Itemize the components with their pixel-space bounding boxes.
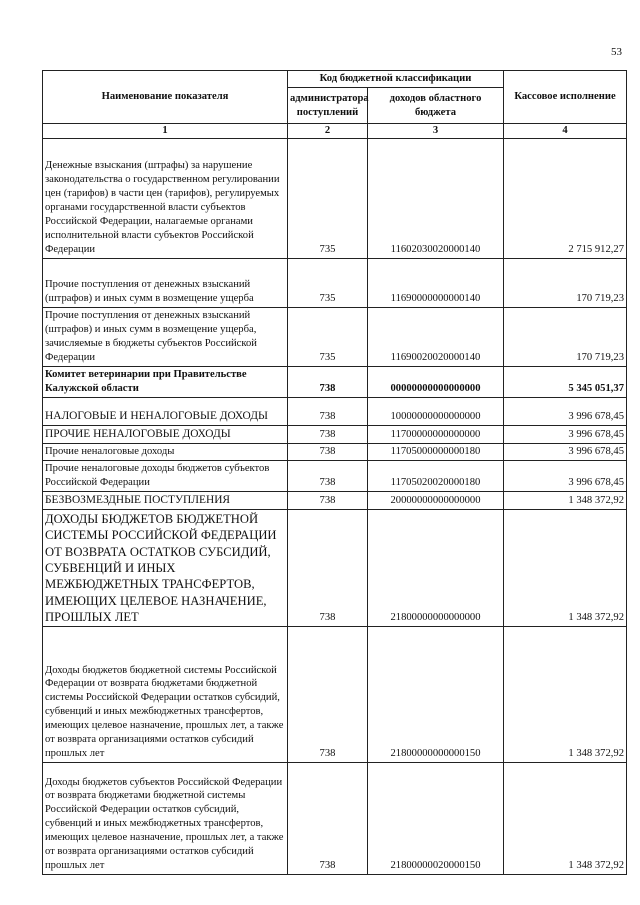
table-row [43, 258, 627, 307]
header-indicator-name: Наименование показателя [43, 71, 288, 124]
table-row [43, 763, 627, 875]
table-row [43, 509, 627, 627]
row-income-code: 11705000000000180 [368, 443, 504, 460]
row-name: БЕЗВОЗМЕЗДНЫЕ ПОСТУПЛЕНИЯ [43, 491, 288, 509]
table-row [43, 366, 627, 397]
row-amount: 170 719,23 [504, 307, 627, 366]
row-name: Прочие неналоговые доходы [43, 443, 288, 460]
row-admin-code: 738 [288, 366, 368, 397]
row-name: Прочие поступления от денежных взысканий (штрафов) и иных сумм в возмещение ущерба, зачисляемые в бюджеты субъектов Российской Федерации [43, 307, 288, 366]
table-row [43, 307, 627, 366]
row-admin-code: 735 [288, 307, 368, 366]
row-income-code: 21800000020000150 [368, 763, 504, 875]
column-number: 2 [288, 124, 368, 139]
row-amount: 1 348 372,92 [504, 627, 627, 763]
row-admin-code: 738 [288, 397, 368, 425]
row-admin-code: 738 [288, 509, 368, 627]
row-name: Прочие неналоговые доходы бюджетов субъектов Российской Федерации [43, 460, 288, 491]
table-row [43, 460, 627, 491]
row-amount: 3 996 678,45 [504, 443, 627, 460]
row-admin-code: 735 [288, 138, 368, 258]
row-income-code: 00000000000000000 [368, 366, 504, 397]
row-name: ПРОЧИЕ НЕНАЛОГОВЫЕ ДОХОДЫ [43, 425, 288, 443]
row-amount: 1 348 372,92 [504, 491, 627, 509]
row-admin-code: 738 [288, 460, 368, 491]
row-income-code: 11690020020000140 [368, 307, 504, 366]
row-name: Доходы бюджетов субъектов Российской Федерации от возврата бюджетами бюджетной системы Российской Федерации остатков субсидий, субвенций и иных межбюджетных трансфертов, имеющих целевое назначение, прошлых лет, а также от возврата организациями остатков субсидий прошлых лет [43, 763, 288, 875]
row-income-code: 10000000000000000 [368, 397, 504, 425]
row-name: Комитет ветеринарии при Правительстве Калужской области [43, 366, 288, 397]
row-admin-code: 738 [288, 627, 368, 763]
row-name: НАЛОГОВЫЕ И НЕНАЛОГОВЫЕ ДОХОДЫ [43, 397, 288, 425]
row-income-code: 11700000000000000 [368, 425, 504, 443]
table-row [43, 138, 627, 258]
row-amount: 5 345 051,37 [504, 366, 627, 397]
row-amount: 1 348 372,92 [504, 763, 627, 875]
row-admin-code: 738 [288, 443, 368, 460]
row-income-code: 11602030020000140 [368, 138, 504, 258]
row-amount: 3 996 678,45 [504, 425, 627, 443]
row-income-code: 11690000000000140 [368, 258, 504, 307]
row-name: Доходы бюджетов бюджетной системы Российской Федерации от возврата бюджетами бюджетной системы Российской Федерации остатков субсидий, субвенций и иных межбюджетных трансфертов, имеющих целевое назначение, прошлых лет, а также от возврата организациями остатков субсидий прошлых лет [43, 627, 288, 763]
header-classification-code: Код бюджетной классификации [288, 71, 504, 88]
row-amount: 2 715 912,27 [504, 138, 627, 258]
column-number: 3 [368, 124, 504, 139]
table-row [43, 627, 627, 763]
row-name: ДОХОДЫ БЮДЖЕТОВ БЮДЖЕТНОЙ СИСТЕМЫ РОССИЙСКОЙ ФЕДЕРАЦИИ ОТ ВОЗВРАТА ОСТАТКОВ СУБСИДИЙ, СУБВЕНЦИЙ И ИНЫХ МЕЖБЮДЖЕТНЫХ ТРАНСФЕРТОВ, ИМЕЮЩИХ ЦЕЛЕВОЕ НАЗНАЧЕНИЕ, ПРОШЛЫХ ЛЕТ [43, 509, 288, 627]
table-row [43, 443, 627, 460]
row-amount: 1 348 372,92 [504, 509, 627, 627]
header-income-code: доходов областного бюджета [368, 88, 504, 124]
row-income-code: 11705020020000180 [368, 460, 504, 491]
row-amount: 3 996 678,45 [504, 460, 627, 491]
row-income-code: 20000000000000000 [368, 491, 504, 509]
page-number: 53 [611, 46, 622, 58]
row-name: Прочие поступления от денежных взысканий (штрафов) и иных сумм в возмещение ущерба [43, 258, 288, 307]
budget-execution-table [42, 70, 627, 875]
column-number: 4 [504, 124, 627, 139]
row-admin-code: 738 [288, 491, 368, 509]
row-name: Денежные взыскания (штрафы) за нарушение законодательства о государственном регулировании цен (тарифов) в части цен (тарифов), регулируемых органами государственной власти субъектов Российской Федерации, налагаемые органами исполнительной власти субъектов Российской Федерации [43, 138, 288, 258]
column-number: 1 [43, 124, 288, 139]
row-admin-code: 735 [288, 258, 368, 307]
table-row [43, 491, 627, 509]
row-amount: 3 996 678,45 [504, 397, 627, 425]
table-row [43, 425, 627, 443]
table-row [43, 397, 627, 425]
row-income-code: 21800000000000000 [368, 509, 504, 627]
header-cash-execution: Кассовое исполнение [504, 71, 627, 124]
row-admin-code: 738 [288, 425, 368, 443]
row-amount: 170 719,23 [504, 258, 627, 307]
header-administrator: администратора поступлений [288, 88, 368, 124]
row-income-code: 21800000000000150 [368, 627, 504, 763]
row-admin-code: 738 [288, 763, 368, 875]
